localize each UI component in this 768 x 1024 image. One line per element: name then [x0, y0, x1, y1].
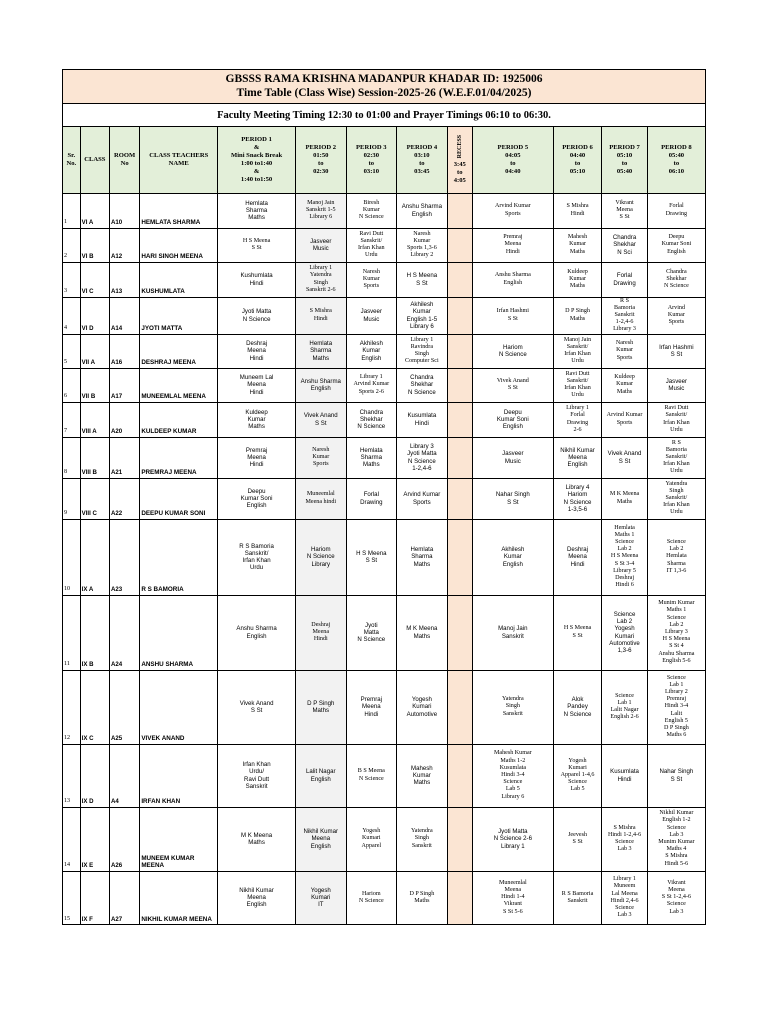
period-cell: Alok Pandey N Science — [553, 670, 602, 744]
period-cell: Premraj Meena Hindi — [472, 228, 553, 262]
header-period-6: PERIOD 6 04:40 to 05:10 — [553, 127, 602, 193]
recess-cell — [447, 519, 472, 595]
period-cell: Jasveer Music — [296, 228, 347, 262]
table-row — [63, 807, 705, 871]
row-class: IX C — [80, 670, 109, 744]
period-cell: Vikrant Meena S St 1-2,4-6 Science Lab 3 — [647, 871, 705, 924]
recess-cell — [447, 595, 472, 670]
header-period-4: PERIOD 4 03:10 to 03:45 — [397, 127, 448, 193]
recess-cell — [447, 228, 472, 262]
row-class-teacher: DESHRAJ MEENA — [140, 334, 218, 368]
period-label: PERIOD 5 — [497, 143, 529, 151]
period-cell: Jasveer Music — [346, 297, 397, 334]
period-cell: Kuldeep Kumar Maths — [553, 262, 602, 297]
period-label: PERIOD 3 — [356, 143, 387, 151]
row-class-teacher: MUNEEMLAL MEENA — [140, 368, 218, 402]
recess-cell — [447, 262, 472, 297]
period-cell: Nahar Singh S St — [472, 478, 553, 519]
period-cell: Anshu Sharma English — [472, 262, 553, 297]
period-cell: H S Meena S St — [553, 595, 602, 670]
table-row — [63, 368, 705, 402]
row-sr-no: 6 — [63, 368, 80, 402]
row-class-teacher: IRFAN KHAN — [140, 744, 218, 807]
period-cell: Vivek Anand S St — [472, 368, 553, 402]
period-cell: R S Bamoria Sanskrit 1-2,4-6 Library 3 — [602, 297, 647, 334]
period-cell: Chandra Shekhar N Science — [647, 262, 705, 297]
period-cell: Deshraj Meena Hindi — [296, 595, 347, 670]
period-cell: Yatendra Singh Sanskrit/ Irfan Khan Urdu — [647, 478, 705, 519]
recess-cell — [447, 368, 472, 402]
row-class: VI A — [80, 193, 109, 228]
row-sr-no: 12 — [63, 670, 80, 744]
period-cell: Jyoti Matta N Science — [346, 595, 397, 670]
period-cell: Chandra Shekhar N Science — [397, 368, 448, 402]
period-cell: Forlal Drawing — [346, 478, 397, 519]
header-class-teachers: CLASS TEACHERS NAME — [140, 127, 218, 193]
period-cell: Naresh Kumar Sports 1,3-6 Library 2 — [397, 228, 448, 262]
header-period-2: PERIOD 2 01:50 to 02:30 — [296, 127, 347, 193]
row-sr-no: 7 — [63, 402, 80, 437]
period-cell: Forlal Drawing — [647, 193, 705, 228]
period-label: PERIOD 7 — [609, 143, 640, 151]
header-sr-no: Sr. No. — [63, 127, 80, 193]
period-cell: Kusumlata Hindi — [397, 402, 448, 437]
period-cell: Deepu Kumar Soni English — [472, 402, 553, 437]
period-cell: Manoj Jain Sanskrit — [472, 595, 553, 670]
table-row — [63, 437, 705, 478]
period-cell: Vivek Anand S St — [218, 670, 296, 744]
period-label: PERIOD 8 — [661, 143, 692, 151]
period-cell: D P Singh Maths — [553, 297, 602, 334]
row-class: IX F — [80, 871, 109, 924]
period-cell: Jyoti Matta N Science 2-6 Library 1 — [472, 807, 553, 871]
period-cell: Science Lab 1 Lalit Nagar English 2-6 — [602, 670, 647, 744]
row-sr-no: 13 — [63, 744, 80, 807]
period-label: PERIOD 6 — [562, 143, 593, 151]
period-cell: Akhilesh Kumar English 1-5 Library 6 — [397, 297, 448, 334]
period-cell: Irfan Khan Urdu/ Ravi Dutt Sanskrit — [218, 744, 296, 807]
row-room: A17 — [109, 368, 139, 402]
period-cell: Muneem Lal Meena Hindi — [218, 368, 296, 402]
row-room: A4 — [109, 744, 139, 807]
period-cell: Naresh Kumar Sports — [346, 262, 397, 297]
period-cell: S Mishra Hindi 1-2,4-6 Science Lab 3 — [602, 807, 647, 871]
row-sr-no: 15 — [63, 871, 80, 924]
period-cell: Akhilesh Kumar English — [472, 519, 553, 595]
period-cell: Naresh Kumar Sports — [296, 437, 347, 478]
row-sr-no: 1 — [63, 193, 80, 228]
table-row — [63, 670, 705, 744]
period-cell: Yogesh Kumari Apparel 1-4,6 Science Lab 5 — [553, 744, 602, 807]
timetable-sheet — [62, 69, 706, 925]
row-room: A24 — [109, 595, 139, 670]
period-cell: Nahar Singh S St — [647, 744, 705, 807]
row-class: IX A — [80, 519, 109, 595]
recess-cell — [447, 807, 472, 871]
period-cell: Manoj Jain Sanskrit 1-5 Library 6 — [296, 193, 347, 228]
period-cell: Irfan Hashmi S St — [647, 334, 705, 368]
period-cell: Anshu Sharma English — [296, 368, 347, 402]
period-cell: Jeevesh S St — [553, 807, 602, 871]
table-row — [63, 871, 705, 924]
row-room: A25 — [109, 670, 139, 744]
period-cell: Anshu Sharma English — [218, 595, 296, 670]
period-cell: Library 1 Muneem Lal Meena Hindi 2,4-6 Science Lab 3 — [602, 871, 647, 924]
period-cell: Deepu Kumar Soni English — [218, 478, 296, 519]
recess-cell — [447, 193, 472, 228]
row-class-teacher: R S BAMORIA — [140, 519, 218, 595]
table-row — [63, 262, 705, 297]
row-room: A14 — [109, 297, 139, 334]
period-cell: Nikhil Kumar Meena English — [296, 807, 347, 871]
period-cell: Nikhil Kumar Meena English — [218, 871, 296, 924]
header-period-8: PERIOD 8 05:40 to 06:10 — [647, 127, 705, 193]
period-cell: Yatendra Singh Sanskrit — [472, 670, 553, 744]
row-class: IX E — [80, 807, 109, 871]
row-class: VI B — [80, 228, 109, 262]
period-cell: Hariom N Science — [472, 334, 553, 368]
row-room: A20 — [109, 402, 139, 437]
row-sr-no: 2 — [63, 228, 80, 262]
recess-cell — [447, 334, 472, 368]
row-sr-no: 10 — [63, 519, 80, 595]
period-label: PERIOD 4 — [406, 143, 438, 151]
row-sr-no: 11 — [63, 595, 80, 670]
period-cell: Jasveer Music — [472, 437, 553, 478]
row-class-teacher: NIKHIL KUMAR MEENA — [140, 871, 218, 924]
row-class: VIII C — [80, 478, 109, 519]
header-period-3: PERIOD 3 02:30 to 03:10 — [346, 127, 397, 193]
period-cell: Mahesh Kumar Maths — [397, 744, 448, 807]
row-class: IX B — [80, 595, 109, 670]
table-row — [63, 402, 705, 437]
period-cell: H S Meena S St — [397, 262, 448, 297]
meeting-note: Faculty Meeting Timing 12:30 to 01:00 and Prayer Timings 06:10 to 06:30. — [63, 104, 705, 127]
row-room: A26 — [109, 807, 139, 871]
period-cell: Yatendra Singh Sanskrit — [397, 807, 448, 871]
period-cell: Nikhil Kumar Meena English — [553, 437, 602, 478]
period-cell: Lalit Nagar English — [296, 744, 347, 807]
timetable-body — [63, 193, 705, 924]
period-cell: Muneemlal Meena Hindi 1-4 Vikrant S St 5-6 — [472, 871, 553, 924]
period-cell: D P Singh Maths — [397, 871, 448, 924]
period-cell: Yogesh Kumari Automotive — [397, 670, 448, 744]
period-cell: Jasveer Music — [647, 368, 705, 402]
period-cell: Arvind Kumar Sports — [647, 297, 705, 334]
table-row — [63, 595, 705, 670]
row-class-teacher: DEEPU KUMAR SONI — [140, 478, 218, 519]
recess-cell — [447, 478, 472, 519]
timetable — [63, 127, 705, 924]
period-cell: Science Lab 1 Library 2 Premraj Hindi 3-4 Lalit English 5 D P Singh Maths 6 — [647, 670, 705, 744]
row-room: A21 — [109, 437, 139, 478]
period-cell: Hemlata Sharma Maths — [218, 193, 296, 228]
period-cell: Deshraj Meena Hindi — [218, 334, 296, 368]
period-cell: Chandra Shekhar N Science — [346, 402, 397, 437]
title-block — [63, 70, 705, 104]
header-period-7: PERIOD 7 05:10 to 05:40 — [602, 127, 647, 193]
recess-cell — [447, 871, 472, 924]
period-cell: Arvind Kumar Sports — [602, 402, 647, 437]
table-row — [63, 334, 705, 368]
period-cell: M K Meena Maths — [602, 478, 647, 519]
recess-label: RECESS — [456, 134, 463, 158]
period-cell: Anshu Sharma English — [397, 193, 448, 228]
period-cell: Manoj Jain Sanskrit/ Irfan Khan Urdu — [553, 334, 602, 368]
period-cell: Kuldeep Kumar Maths — [218, 402, 296, 437]
period-cell: Library 1 Arvind Kumar Sports 2-6 — [346, 368, 397, 402]
period-cell: Deepu Kumar Soni English — [647, 228, 705, 262]
row-room: A16 — [109, 334, 139, 368]
header-class: CLASS — [80, 127, 109, 193]
period-cell: Chandra Shekhar N Sci — [602, 228, 647, 262]
period-cell: Library 4 Hariom N Science 1-3,5-6 — [553, 478, 602, 519]
row-class-teacher: PREMRAJ MEENA — [140, 437, 218, 478]
period-cell: Ravi Dutt Sanskrit/ Irfan Khan Urdu — [346, 228, 397, 262]
period-cell: Naresh Kumar Sports — [602, 334, 647, 368]
row-class-teacher: MUNEEM KUMAR MEENA — [140, 807, 218, 871]
row-sr-no: 8 — [63, 437, 80, 478]
period-cell: Premraj Meena Hindi — [218, 437, 296, 478]
table-row — [63, 228, 705, 262]
period-cell: Forlal Drawing — [602, 262, 647, 297]
period-cell: Science Lab 2 Hemlata Sharma IT 1,3-6 — [647, 519, 705, 595]
period-cell: Deshraj Meena Hindi — [553, 519, 602, 595]
period-cell: Arvind Kumar Sports — [472, 193, 553, 228]
row-class: VIII B — [80, 437, 109, 478]
period-cell: Kuldeep Kumar Maths — [602, 368, 647, 402]
period-cell: Yogesh Kumari IT — [296, 871, 347, 924]
row-sr-no: 4 — [63, 297, 80, 334]
period-cell: Hemlata Sharma Maths — [346, 437, 397, 478]
period-cell: Vivek Anand S St — [296, 402, 347, 437]
period-cell: D P Singh Maths — [296, 670, 347, 744]
period-cell: R S Bamoria Sanskrit/ Irfan Khan Urdu — [218, 519, 296, 595]
period-cell: Biresh Kumar N Science — [346, 193, 397, 228]
row-class-teacher: HARI SINGH MEENA — [140, 228, 218, 262]
timetable-title: Time Table (Class Wise) Session-2025-26 (W.E.F.01/04/2025) — [236, 87, 532, 99]
period-cell: Irfan Hashmi S St — [472, 297, 553, 334]
period-cell: H S Meena S St — [218, 228, 296, 262]
period-cell: Library 1 Forlal Drawing 2-6 — [553, 402, 602, 437]
table-row — [63, 744, 705, 807]
recess-cell — [447, 297, 472, 334]
period-cell: Ravi Dutt Sanskrit/ Irfan Khan Urdu — [553, 368, 602, 402]
period-cell: Library 1 Ravindra Singh Computer Sci — [397, 334, 448, 368]
header-row — [63, 127, 705, 193]
period-cell: M K Meena Maths — [397, 595, 448, 670]
row-class: IX D — [80, 744, 109, 807]
period-cell: Nikhil Kumar English 1-2 Science Lab 3 Munim Kumar Maths 4 S Mishra Hindi 5-6 — [647, 807, 705, 871]
period-cell: Hariom N Science — [346, 871, 397, 924]
period-cell: Jyoti Matta N Science — [218, 297, 296, 334]
period-label: PERIOD 2 — [305, 143, 337, 151]
header-room: ROOM No — [109, 127, 139, 193]
period-label: PERIOD 1 — [241, 135, 272, 143]
row-class-teacher: ANSHU SHARMA — [140, 595, 218, 670]
period-cell: Vikrant Meena S St — [602, 193, 647, 228]
period-cell: Munim Kumar Maths 1 Science Lab 2 Library 3 H S Meena S St 4 Anshu Sharma English 5-6 — [647, 595, 705, 670]
recess-cell — [447, 402, 472, 437]
recess-cell — [447, 670, 472, 744]
row-sr-no: 14 — [63, 807, 80, 871]
period-cell: S Mishra Hindi — [296, 297, 347, 334]
period-cell: M K Meena Maths — [218, 807, 296, 871]
table-row — [63, 193, 705, 228]
row-sr-no: 9 — [63, 478, 80, 519]
period-cell: Premraj Meena Hindi — [346, 670, 397, 744]
table-row — [63, 519, 705, 595]
period-cell: Arvind Kumar Sports — [397, 478, 448, 519]
row-room: A22 — [109, 478, 139, 519]
period-cell: Hemlata Sharma Maths — [397, 519, 448, 595]
period-cell: Akhilesh Kumar English — [346, 334, 397, 368]
period-cell: Library 1 Yatendra Singh Sanskrit 2-6 — [296, 262, 347, 297]
row-room: A13 — [109, 262, 139, 297]
period-cell: Yogesh Kumari Apparel — [346, 807, 397, 871]
period-cell: Mahesh Kumar Maths 1-2 Kusumlata Hindi 3-4 Science Lab 5 Library 6 — [472, 744, 553, 807]
table-row — [63, 297, 705, 334]
row-room: A27 — [109, 871, 139, 924]
row-class: VII B — [80, 368, 109, 402]
recess-cell — [447, 437, 472, 478]
row-room: A12 — [109, 228, 139, 262]
period-cell: Muneemlal Meena hindi — [296, 478, 347, 519]
row-class-teacher: VIVEK ANAND — [140, 670, 218, 744]
row-class: VI C — [80, 262, 109, 297]
header-recess: RECESS 3:45 to 4:05 — [447, 127, 472, 193]
row-room: A23 — [109, 519, 139, 595]
row-class: VII A — [80, 334, 109, 368]
row-class: VI D — [80, 297, 109, 334]
period-cell: H S Meena S St — [346, 519, 397, 595]
period-cell: Kusumlata Hindi — [602, 744, 647, 807]
row-class-teacher: HEMLATA SHARMA — [140, 193, 218, 228]
period-cell: S Mishra Hindi — [553, 193, 602, 228]
row-class-teacher: KULDEEP KUMAR — [140, 402, 218, 437]
period-cell: Science Lab 2 Yogesh Kumari Automotive 1,3-6 — [602, 595, 647, 670]
period-cell: R S Bamoria Sanskrit — [553, 871, 602, 924]
row-class-teacher: KUSHUMLATA — [140, 262, 218, 297]
header-period-1: PERIOD 1 & Mini Snack Break 1:00 to1:40 & 1:40 to1:50 — [218, 127, 296, 193]
school-title: GBSSS RAMA KRISHNA MADANPUR KHADAR ID: 1925006 — [225, 73, 543, 85]
row-room: A10 — [109, 193, 139, 228]
period-cell: Hariom N Science Library — [296, 519, 347, 595]
period-cell: Ravi Dutt Sanskrit/ Irfan Khan Urdu — [647, 402, 705, 437]
row-class-teacher: JYOTI MATTA — [140, 297, 218, 334]
row-sr-no: 3 — [63, 262, 80, 297]
period-cell: Hemlata Maths 1 Science Lab 2 H S Meena S St 3-4 Library 5 Deshraj Hindi 6 — [602, 519, 647, 595]
period-cell: Hemlata Sharma Maths — [296, 334, 347, 368]
period-cell: Library 3 Jyoti Matta N Science 1-2,4-6 — [397, 437, 448, 478]
row-class: VIII A — [80, 402, 109, 437]
period-cell: Vivek Anand S St — [602, 437, 647, 478]
recess-cell — [447, 744, 472, 807]
period-cell: Mahesh Kumar Maths — [553, 228, 602, 262]
period-cell: Kushumlata Hindi — [218, 262, 296, 297]
header-period-5: PERIOD 5 04:05 to 04:40 — [472, 127, 553, 193]
period-cell: B S Meena N Science — [346, 744, 397, 807]
period-cell: R S Bamoria Sanskrit/ Irfan Khan Urdu — [647, 437, 705, 478]
row-sr-no: 5 — [63, 334, 80, 368]
table-row — [63, 478, 705, 519]
